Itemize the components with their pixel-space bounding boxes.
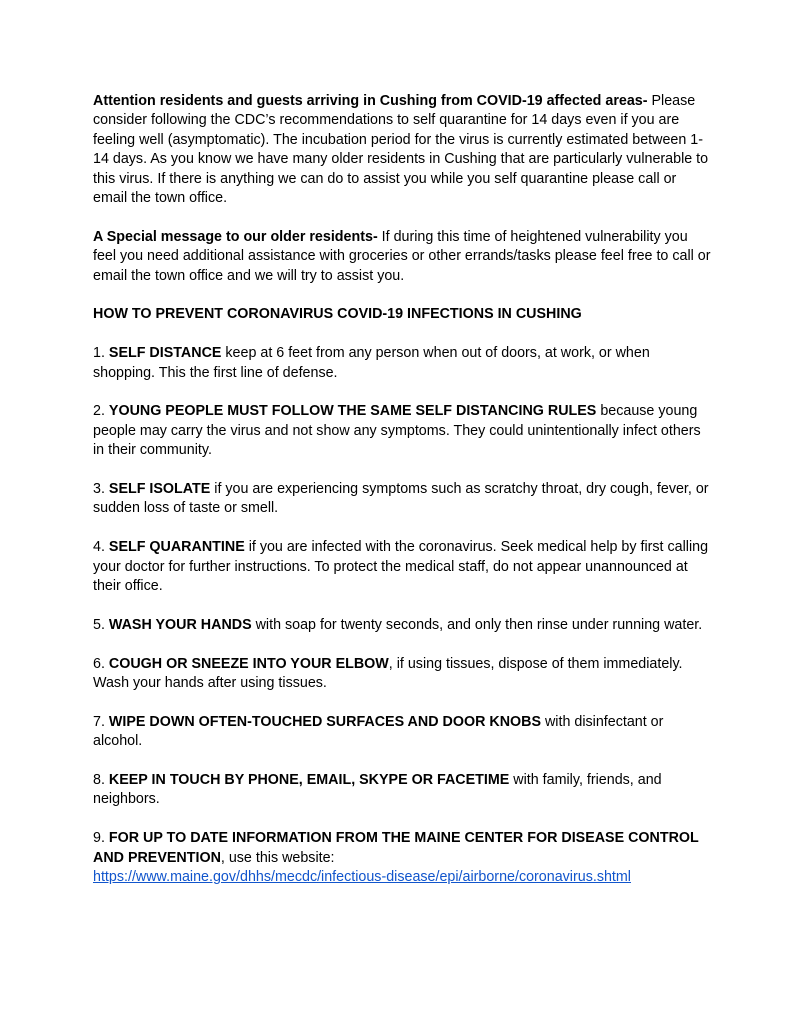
item-number: 1.: [93, 345, 109, 362]
item-number: 2.: [93, 403, 109, 420]
item-bold: WASH YOUR HANDS: [108, 616, 252, 633]
item-number: 4.: [93, 539, 109, 556]
intro-body: Please consider following the CDC’s recommendations to self quarantine for 14 days even if you are feeling well (asymptomatic). The incubation period for the virus is currently estimated between 1-14 days. As you know we have many older residents in Cushing that are particularly vulnerable to this virus. If there is anything we can do to assist you while you self quarantine please call or email the town office.: [93, 93, 709, 207]
list-item-9: [93, 829, 711, 887]
item-text: because young people may carry the virus and not show any symptoms. They could unintentionally infect others in their community.: [93, 403, 701, 459]
item-bold: YOUNG PEOPLE MUST FOLLOW THE SAME SELF DISTANCING RULES: [108, 403, 597, 420]
item-number: 5.: [93, 616, 109, 633]
intro-paragraph: [93, 92, 711, 208]
item-bold: SELF ISOLATE: [108, 481, 211, 498]
special-message-paragraph: [93, 228, 711, 286]
item-bold: SELF QUARANTINE: [108, 539, 245, 556]
item-bold: COUGH OR SNEEZE INTO YOUR ELBOW: [108, 655, 389, 672]
list-item-6: [93, 655, 711, 694]
item-bold: FOR UP TO DATE INFORMATION FROM THE MAINE CENTER FOR DISEASE CONTROL AND PREVENTION: [93, 830, 699, 866]
special-message-body: If during this time of heightened vulnerability you feel you need additional assistance with groceries or other errands/tasks please feel free to call or email the town office and we will try to assist you.: [93, 228, 711, 284]
item-text: with family, friends, and neighbors.: [93, 772, 662, 808]
section-heading: HOW TO PREVENT CORONAVIRUS COVID-19 INFECTIONS IN CUSHING: [93, 306, 582, 323]
list-item-7: [93, 713, 711, 752]
document-page: [93, 92, 711, 907]
item-bold: WIPE DOWN OFTEN-TOUCHED SURFACES AND DOOR KNOBS: [108, 713, 541, 730]
item-number: 6.: [93, 655, 109, 672]
item-text: , use this website:: [220, 849, 335, 866]
item-number: 7.: [93, 713, 109, 730]
item-text: , if using tissues, dispose of them immediately. Wash your hands after using tissues.: [93, 655, 683, 692]
maine-cdc-link[interactable]: https://www.maine.gov/dhhs/mecdc/infectious-disease/epi/airborne/coronavirus.shtml: [93, 869, 631, 886]
list-item-3: [93, 480, 711, 519]
item-text: with disinfectant or alcohol.: [93, 713, 664, 750]
list-item-1: [93, 344, 711, 383]
special-message-lead: A Special message to our older residents-: [93, 228, 378, 245]
item-text: with soap for twenty seconds, and only then rinse under running water.: [251, 616, 703, 633]
item-number: 9.: [93, 830, 109, 847]
item-text: if you are infected with the coronavirus. Seek medical help by first calling your doctor for further instructions. To protect the medical staff, do not appear unannounced at their office.: [93, 539, 709, 595]
item-bold: SELF DISTANCE: [108, 345, 222, 362]
item-text: if you are experiencing symptoms such as scratchy throat, dry cough, fever, or sudden loss of taste or smell.: [93, 481, 709, 517]
list-item-8: [93, 771, 711, 810]
item-bold: KEEP IN TOUCH BY PHONE, EMAIL, SKYPE OR FACETIME: [108, 772, 510, 789]
list-item-5: [93, 616, 711, 635]
list-item-4: [93, 538, 711, 596]
intro-lead: Attention residents and guests arriving in Cushing from COVID-19 affected areas-: [93, 93, 648, 109]
item-text: keep at 6 feet from any person when out of doors, at work, or when shopping. This the first line of defense.: [93, 345, 650, 381]
item-number: 8.: [93, 772, 109, 789]
item-number: 3.: [93, 481, 109, 498]
list-item-2: [93, 402, 711, 460]
